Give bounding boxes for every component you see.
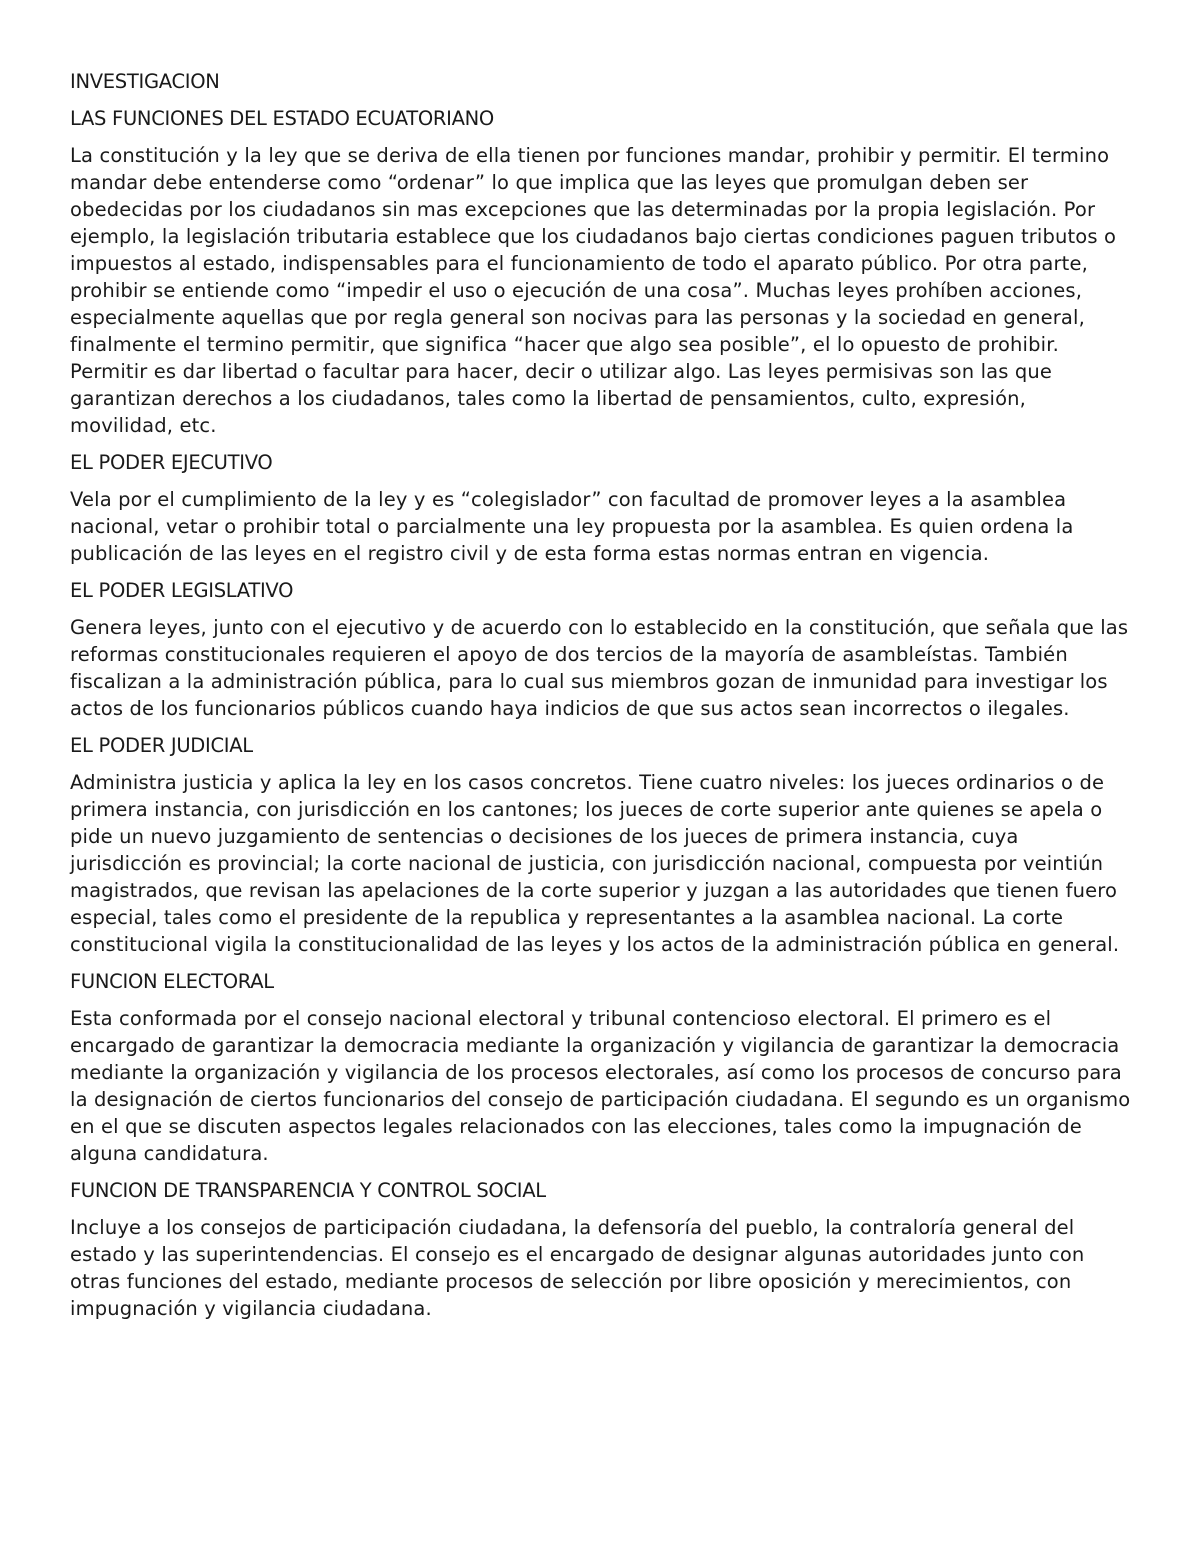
- section-heading: EL PODER LEGISLATIVO: [70, 579, 294, 602]
- section-heading: FUNCION DE TRANSPARENCIA Y CONTROL SOCIAL: [70, 1179, 546, 1202]
- section-paragraph: Administra justicia y aplica la ley en los casos concretos. Tiene cuatro niveles: los jueces ordinarios o de primera instancia, con jurisdicción en los cantones; los jueces de corte superior ante quienes se apela o pide un nuevo juzgamiento de sentencias o decisiones de los jueces de primera instancia, cuya jurisdicción es provincial; la corte nacional de justicia, con jurisdicción nacional, compuesta por veintiún magistrados, que revisan las apelaciones de la corte superior y juzgan a las autoridades que tienen fuero especial, tales como el presidente de la republica y representantes a la asamblea nacional. La corte constitucional vigila la constitucionalidad de las leyes y los actos de la administración pública en general.: [70, 771, 1120, 956]
- section-heading: FUNCION ELECTORAL: [70, 970, 274, 993]
- section-heading: EL PODER EJECUTIVO: [70, 451, 273, 474]
- section-paragraph: Vela por el cumplimiento de la ley y es “colegislador” con facultad de promover leyes a la asamblea nacional, vetar o prohibir total o parcialmente una ley propuesta por la asamblea. Es quien ordena la publicación de las leyes en el registro civil y de esta forma estas normas entran en vigencia.: [70, 488, 1074, 565]
- section-heading: EL PODER JUDICIAL: [70, 734, 253, 757]
- document-page: [70, 68, 1132, 1332]
- document-title: INVESTIGACION: [70, 70, 220, 93]
- section-heading: LAS FUNCIONES DEL ESTADO ECUATORIANO: [70, 107, 494, 130]
- section-paragraph: La constitución y la ley que se deriva de ella tienen por funciones mandar, prohibir y permitir. El termino mandar debe entenderse como “ordenar” lo que implica que las leyes que promulgan deben ser obedecidas por los ciudadanos sin mas excepciones que las determinadas por la propia legislación. Por ejemplo, la legislación tributaria establece que los ciudadanos bajo ciertas condiciones paguen tributos o impuestos al estado, indispensables para el funcionamiento de todo el aparato público. Por otra parte, prohibir se entiende como “impedir el uso o ejecución de una cosa”. Muchas leyes prohíben acciones, especialmente aquellas que por regla general son nocivas para las personas y la sociedad en general, finalmente el termino permitir, que significa “hacer que algo sea posible”, el lo opuesto de prohibir. Permitir es dar libertad o facultar para hacer, decir o utilizar algo. Las leyes permisivas son las que garantizan derechos a los ciudadanos, tales como la libertad de pensamientos, culto, expresión, movilidad, etc.: [70, 144, 1117, 437]
- section-paragraph: Incluye a los consejos de participación ciudadana, la defensoría del pueblo, la contraloría general del estado y las superintendencias. El consejo es el encargado de designar algunas autoridades junto con otras funciones del estado, mediante procesos de selección por libre oposición y merecimientos, con impugnación y vigilancia ciudadana.: [70, 1216, 1085, 1320]
- section-paragraph: Genera leyes, junto con el ejecutivo y de acuerdo con lo establecido en la constitución, que señala que las reformas constitucionales requieren el apoyo de dos tercios de la mayoría de asambleístas. También fiscalizan a la administración pública, para lo cual sus miembros gozan de inmunidad para investigar los actos de los funcionarios públicos cuando haya indicios de que sus actos sean incorrectos o ilegales.: [70, 616, 1129, 720]
- section-paragraph: Esta conformada por el consejo nacional electoral y tribunal contencioso electoral. El primero es el encargado de garantizar la democracia mediante la organización y vigilancia de garantizar la democracia mediante la organización y vigilancia de los procesos electorales, así como los procesos de concurso para la designación de ciertos funcionarios del consejo de participación ciudadana. El segundo es un organismo en el que se discuten aspectos legales relacionados con las elecciones, tales como la impugnación de alguna candidatura.: [70, 1007, 1131, 1165]
